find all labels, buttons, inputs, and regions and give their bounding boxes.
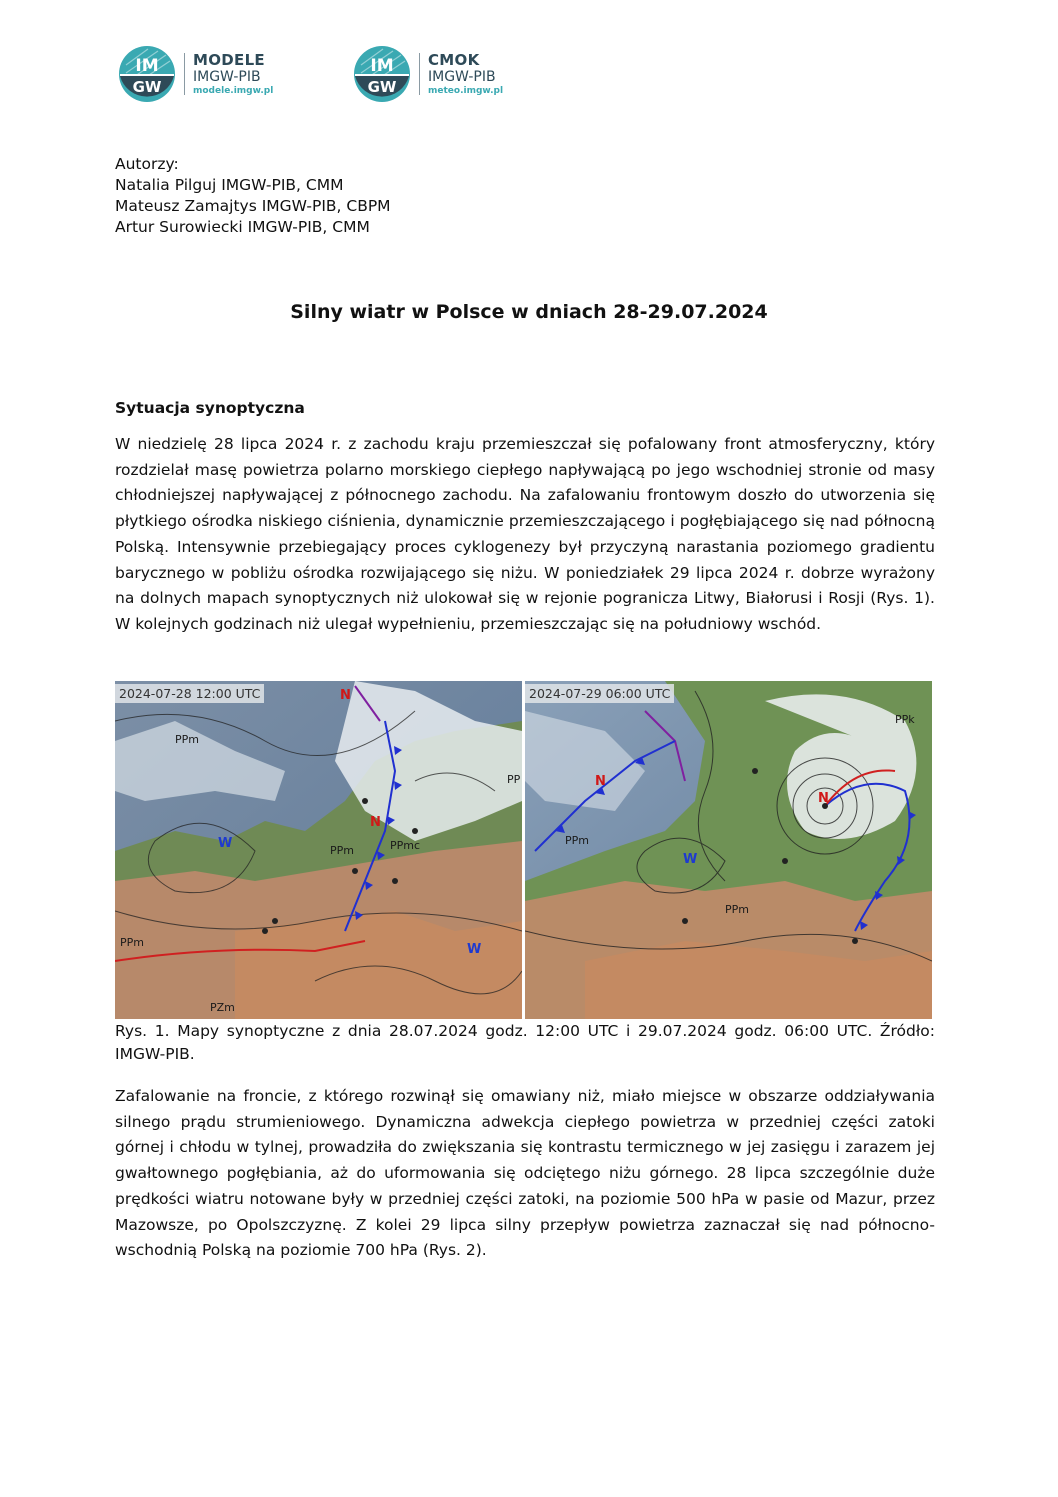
logo-divider: [184, 53, 185, 95]
authors-label: Autorzy:: [115, 155, 179, 173]
logo-text: [428, 50, 504, 96]
logo-modele[interactable]: [118, 44, 273, 104]
logo-url[interactable]: modele.imgw.pl: [193, 85, 274, 96]
figure-caption: Rys. 1. Mapy synoptyczne z dnia 28.07.2024 godz. 12:00 UTC i 29.07.2024 godz. 06:00 UTC. Źródło: IMGW-PIB.: [115, 1022, 935, 1063]
low-pressure-label: N: [818, 791, 829, 806]
high-pressure-label: W: [683, 852, 698, 867]
synoptic-map-left: [115, 681, 522, 1019]
synoptic-map-right: [525, 681, 932, 1019]
badge-bottom-text: GW: [367, 78, 397, 96]
air-mass-label: PPm: [175, 733, 199, 746]
logo-text: [193, 50, 274, 96]
air-mass-label: PPm: [565, 834, 589, 847]
paragraph: W niedzielę 28 lipca 2024 r. z zachodu kraju przemieszczał się pofalowany front atmosferyczny, który rozdzielał masę powietrza polarno morskiego ciepłego napływającą po jego wschodniej stronie od masy chłodniejszej napływającej z północnego zachodu. Na zafalowaniu frontowym doszło do utworzenia się płytkiego ośrodka niskiego ciśnienia, dynamicznie przemieszczającego i pogłębiającego się nad północną Polską. Intensywnie przebiegający proces cyklogenezy był przyczyną narastania poziomego gradientu barycznego w pobliżu ośrodka rozwijającego się niżu. W poniedziałek 29 lipca 2024 r. dobrze wyrażony na dolnych mapach synoptycznych niż ulokował się w rejonie pogranicza Litwy, Białorusi i Rosji (Rys. 1). W kolejnych godzinach niż ulegał wypełnieniu, przemieszczając się na południowy wschód.: [115, 435, 935, 633]
logo-divider: [419, 53, 420, 95]
paragraph: Zafalowanie na froncie, z którego rozwinął się omawiany niż, miało miejsce w obszarze oddziaływania silnego prądu strumieniowego. Dynamiczna adwekcja ciepłego powietrza w przedniej części zatoki górnej i chłodu w tylnej, prowadziła do zwiększania się kontrastu termicznego w jej zasięgu i zarazem jej gwałtownego pogłębiania, aż do uformowania się odciętego niżu górnego. 28 lipca szczególnie duże prędkości wiatru notowane były w przedniej części zatoki, na poziomie 500 hPa w pasie od Mazur, przez Mazowsze, po Opolszczyznę. Z kolei 29 lipca silny przepływ powietrza zaznaczał się nad północno-wschodnią Polską na poziomie 700 hPa (Rys. 2).: [115, 1087, 935, 1260]
air-mass-label: PPm: [725, 903, 749, 916]
imgw-badge-icon: [118, 45, 176, 103]
imgw-badge-icon: [353, 45, 411, 103]
logo-cmok[interactable]: [353, 44, 503, 104]
synoptic-map-image: [525, 681, 932, 1019]
map-timestamp: 2024-07-29 06:00 UTC: [525, 684, 674, 703]
synoptic-maps-figure: [115, 681, 933, 1019]
synoptic-map-image: [115, 681, 522, 1019]
low-pressure-label: N: [370, 815, 381, 830]
badge-top-text: IM: [370, 56, 394, 76]
air-mass-label: PP: [507, 773, 521, 786]
low-pressure-label: N: [340, 688, 351, 703]
map-timestamp: 2024-07-28 12:00 UTC: [115, 684, 264, 703]
air-mass-label: PPm: [330, 844, 354, 857]
badge-bottom-text: GW: [132, 78, 162, 96]
author-name: Natalia Pilguj IMGW-PIB, CMM: [115, 176, 344, 194]
logo-title: MODELE: [193, 50, 265, 69]
air-mass-label: PPmc: [390, 839, 421, 852]
section-heading: Sytuacja synoptyczna: [115, 399, 305, 417]
logo-subtitle: IMGW-PIB: [428, 68, 496, 85]
high-pressure-label: W: [218, 836, 233, 851]
author-name: Mateusz Zamajtys IMGW-PIB, CBPM: [115, 197, 391, 215]
authors-block: [115, 154, 391, 238]
low-pressure-label: N: [595, 774, 606, 789]
air-mass-label: PPm: [120, 936, 144, 949]
air-mass-label: PZm: [210, 1001, 235, 1014]
high-pressure-label: W: [467, 942, 482, 957]
logo-subtitle: IMGW-PIB: [193, 68, 261, 85]
badge-top-text: IM: [135, 56, 159, 76]
logo-url[interactable]: meteo.imgw.pl: [428, 85, 504, 96]
logo-title: CMOK: [428, 50, 480, 69]
document-title: Silny wiatr w Polsce w dniach 28-29.07.2024: [290, 301, 768, 323]
author-name: Artur Surowiecki IMGW-PIB, CMM: [115, 218, 370, 236]
air-mass-label: PPk: [895, 713, 915, 726]
